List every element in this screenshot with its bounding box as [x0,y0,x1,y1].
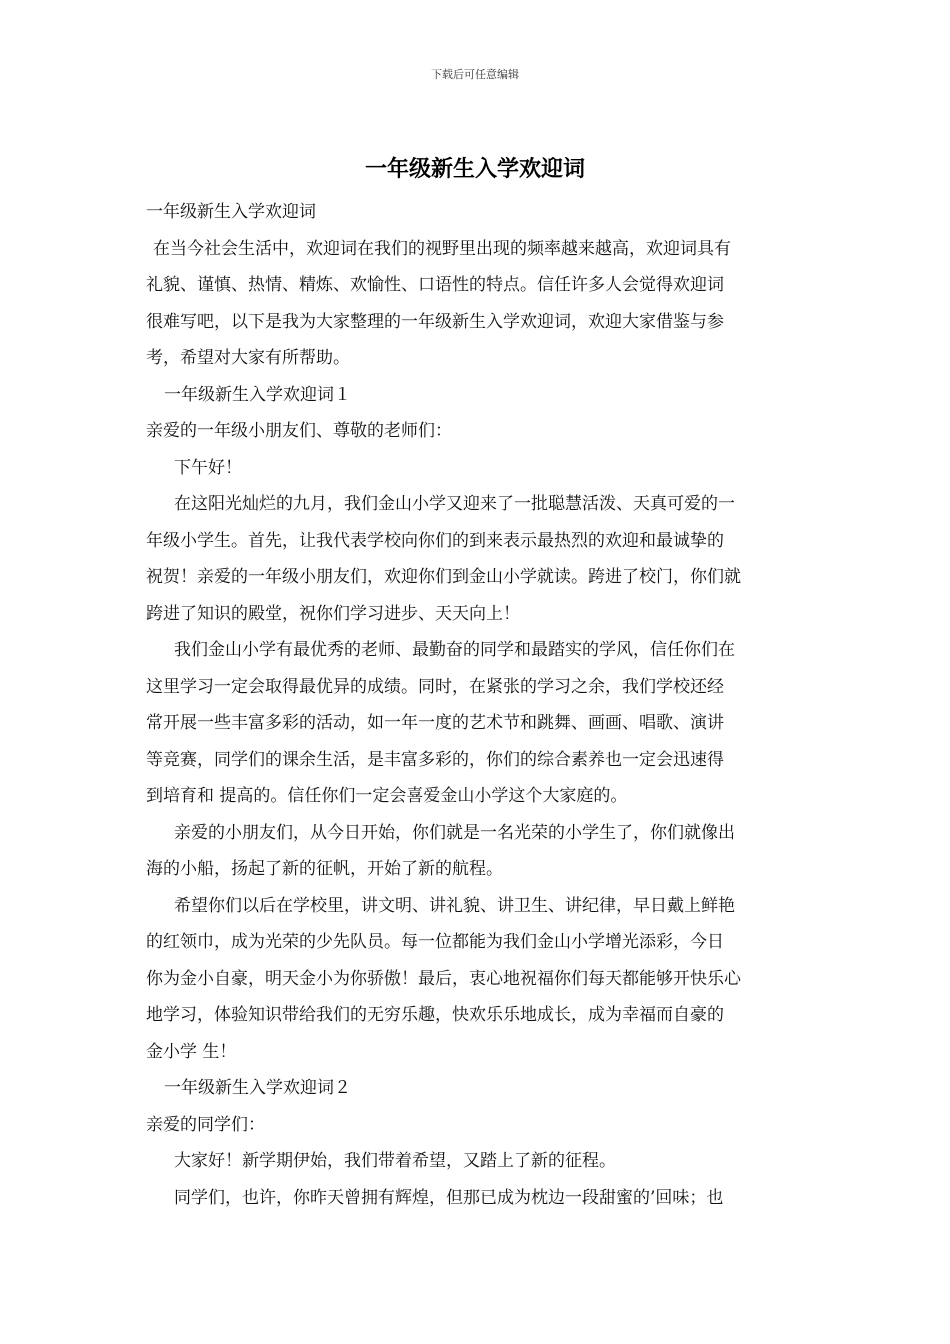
paragraph-line: 同学们，也许，你昨天曾拥有辉煌，但那已成为枕边一段甜蜜的’回味；也 [174,1187,724,1208]
salutation-line: 亲爱的同学们： [146,1114,265,1135]
document-body [146,194,810,1216]
paragraph-line: 年级小学生。首先，让我代表学校向你们的到来表示最热烈的欢迎和最诚挚的 [146,530,724,551]
paragraph-line: 希望你们以后在学校里，讲文明、讲礼貌、讲卫生、讲纪律，早日戴上鲜艳 [174,895,735,916]
paragraph-line: 在当今社会生活中，欢迎词在我们的视野里出现的频率越来越高，欢迎词具有 [153,238,731,259]
paragraph-line: 我们金山小学有最优秀的老师、最勤奋的同学和最踏实的学风，信任你们在 [174,640,735,660]
paragraph-line: 考，希望对大家有所帮助。 [146,348,350,368]
page-title: 一年级新生入学欢迎词 [364,156,585,182]
paragraph-line: 到培育和 提高的。信任你们一定会喜爱金山小学这个大家庭的。 [146,786,628,806]
paragraph-line: 这里学习一定会取得最优异的成绩。同时，在紧张的学习之余，我们学校还经 [146,676,724,697]
subtitle-line: 一年级新生入学欢迎词 [146,202,316,222]
greeting-line: 下午好！ [174,457,242,478]
paragraph-line: 你为金小自豪，明天金小为你骄傲！最后，衷心地祝福你们每天都能够开快乐心 [146,968,741,989]
paragraph-line: 很难写吧，以下是我为大家整理的一年级新生入学欢迎词，欢迎大家借鉴与参 [146,311,724,332]
header-note: 下载后可任意编辑 [431,68,519,81]
paragraph-line: 亲爱的小朋友们，从今日开始，你们就是一名光荣的小学生了，你们就像出 [174,822,735,843]
paragraph-line: 地学习，体验知识带给我们的无穷乐趣，快欢乐乐地成长，成为幸福而自豪的 [146,1005,724,1025]
paragraph-line: 在这阳光灿烂的九月，我们金山小学又迎来了一批聪慧活泼、天真可爱的一 [174,494,735,514]
salutation-line: 亲爱的一年级小朋友们、尊敬的老师们： [146,421,452,441]
paragraph-line: 跨进了知识的殿堂，祝你们学习进步、天天向上！ [146,603,520,624]
section-heading: 一年级新生入学欢迎词１ [164,384,351,405]
paragraph-line: 大家好！新学期伊始，我们带着希望，又踏上了新的征程。 [174,1151,616,1171]
paragraph-line: 常开展一些丰富多彩的活动，如一年一度的艺术节和跳舞、画画、唱歌、演讲 [146,713,724,733]
paragraph-line: 金小学 生！ [146,1041,237,1062]
paragraph-line: 等竞赛，同学们的课余生活，是丰富多彩的，你们的综合素养也一定会迅速得 [146,749,724,770]
paragraph-line: 的红领巾，成为光荣的少先队员。每一位都能为我们金山小学增光添彩，今日 [146,932,724,952]
paragraph-line: 礼貌、谨慎、热情、精炼、欢愉性、口语性的特点。信任许多人会觉得欢迎词 [146,275,724,295]
paragraph-line: 海的小船，扬起了新的征帆，开始了新的航程。 [146,859,503,879]
paragraph-line: 祝贺！亲爱的一年级小朋友们，欢迎你们到金山小学就读。跨进了校门，你们就 [146,567,741,587]
section-heading: 一年级新生入学欢迎词２ [164,1078,351,1098]
